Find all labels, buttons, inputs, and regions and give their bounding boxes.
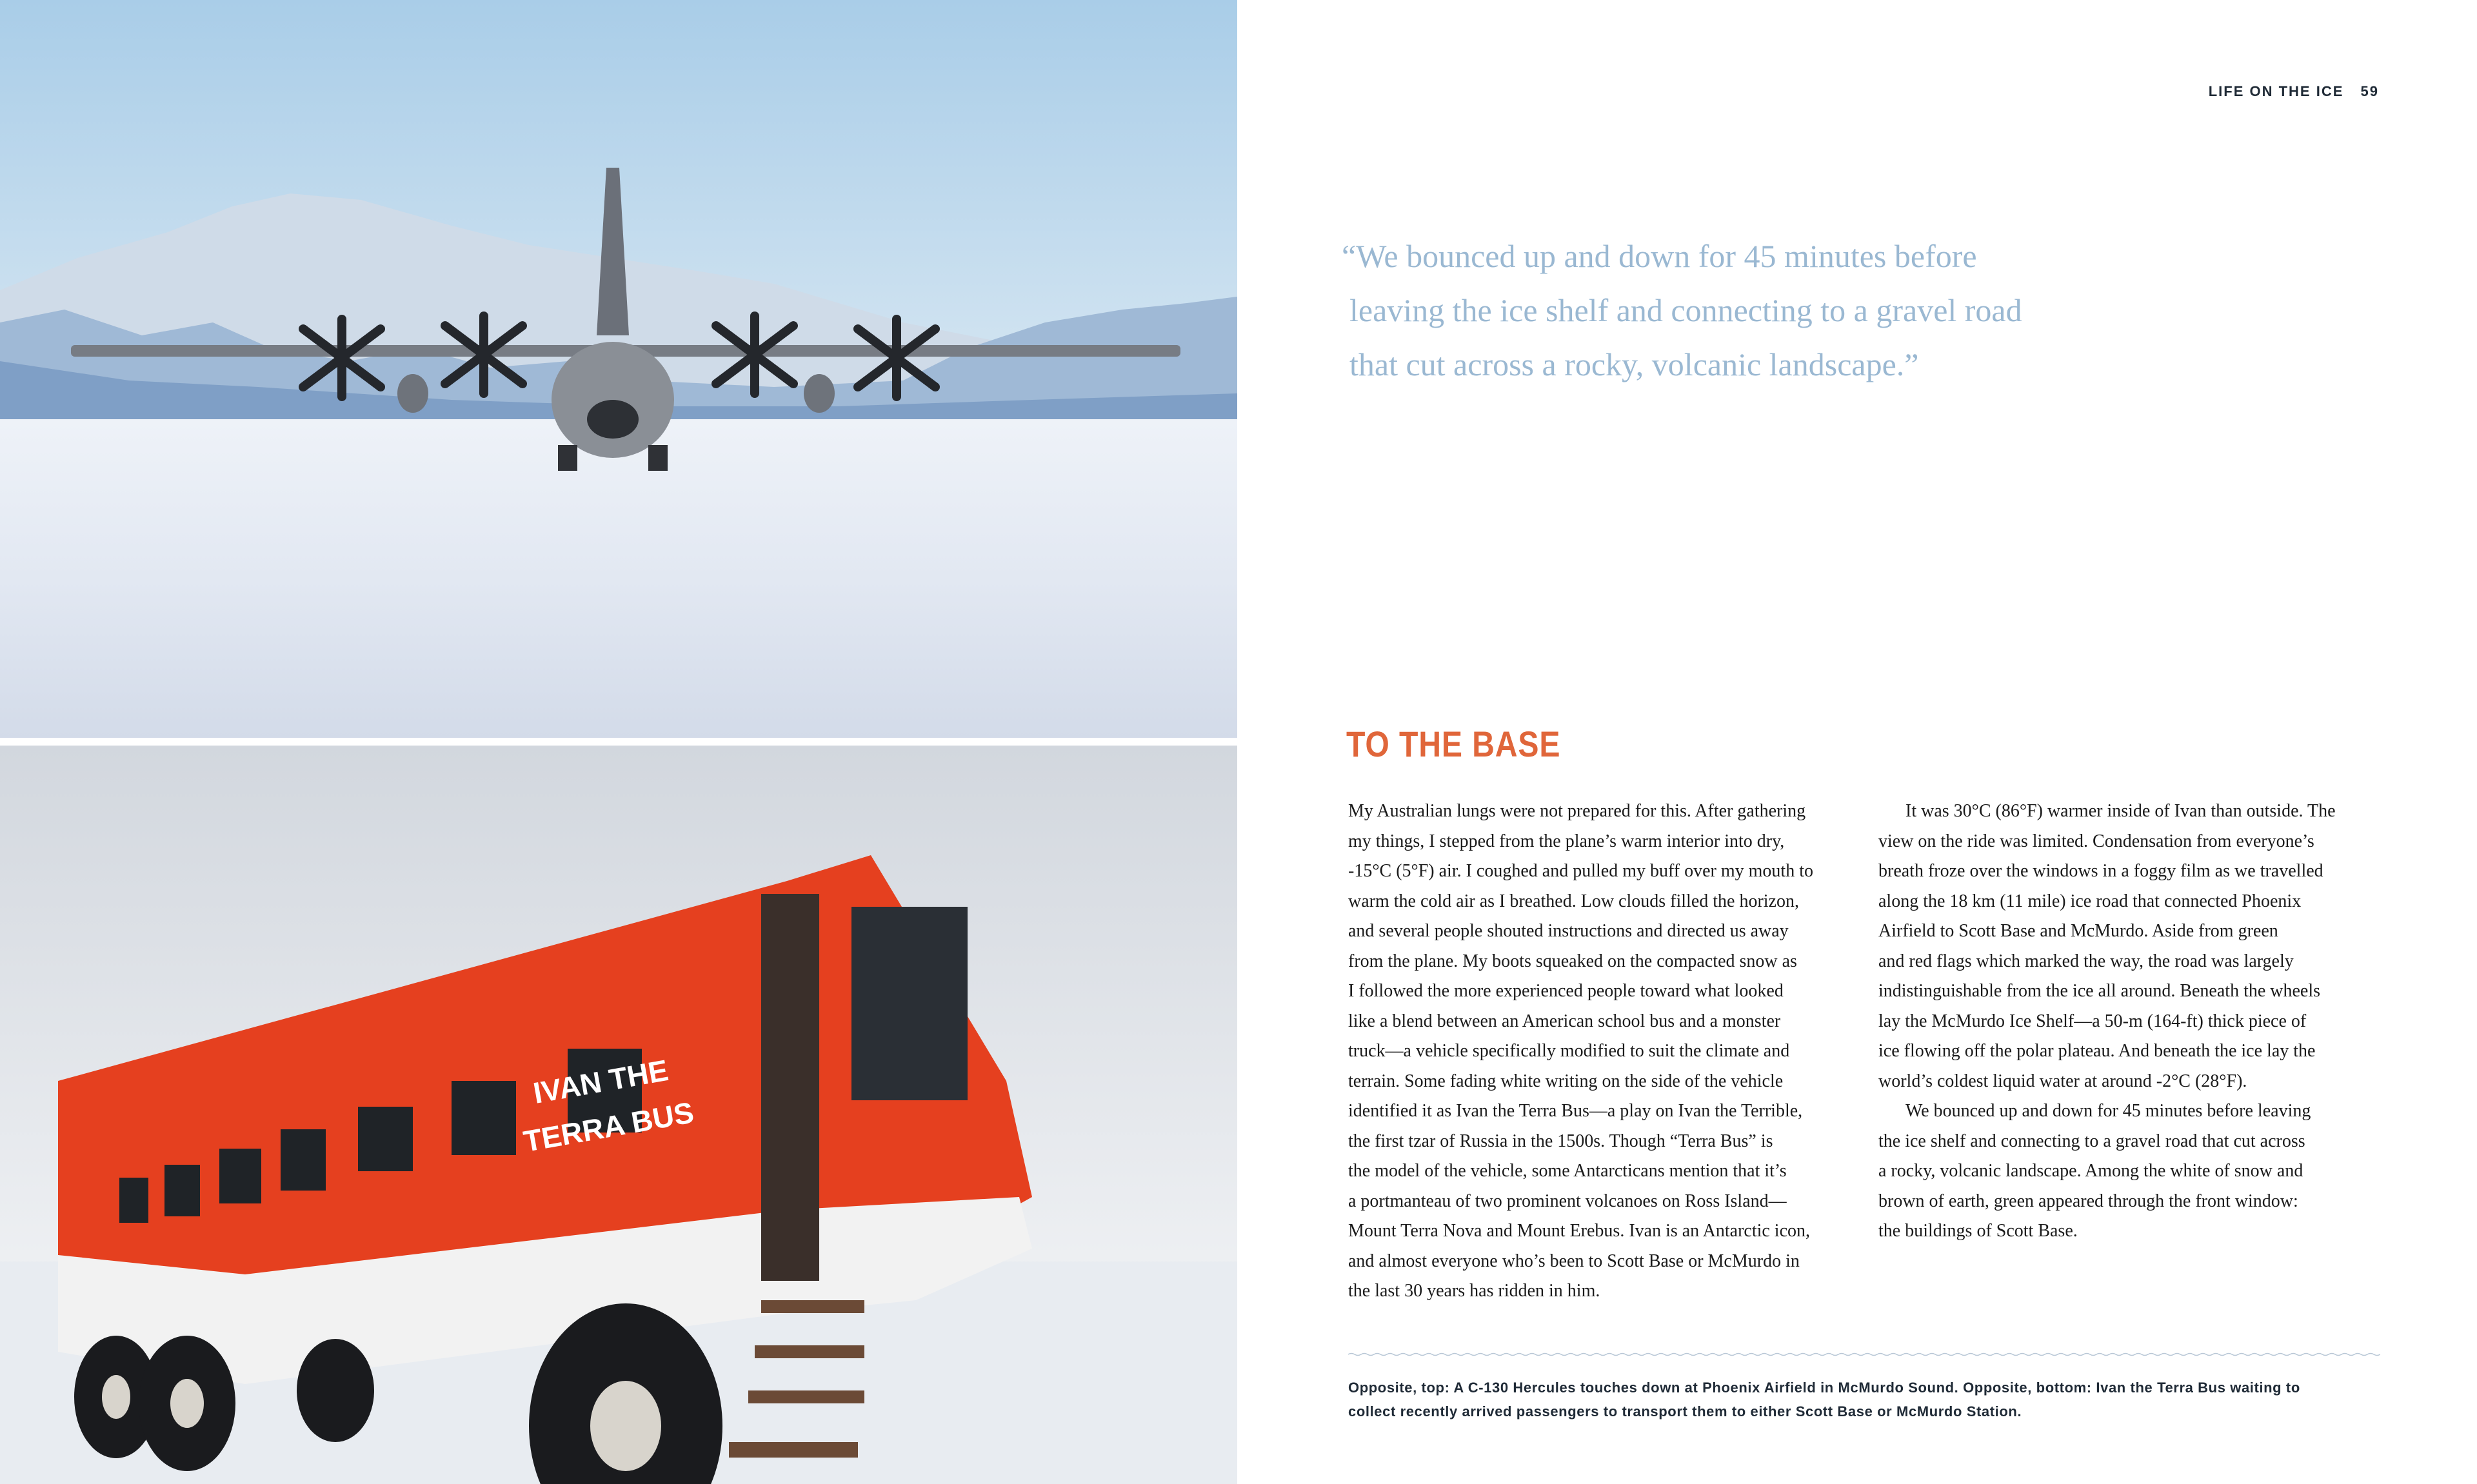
- pull-quote: [1342, 229, 2142, 391]
- body-line: like a blend between an American school bus and a monster: [1348, 1011, 1781, 1031]
- body-line: brown of earth, green appeared through the front window:: [1878, 1191, 2298, 1211]
- terra-bus-illustration: [0, 746, 1237, 1484]
- pull-quote-line: leaving the ice shelf and connecting to a gravel road: [1349, 292, 2022, 328]
- body-line: truck—a vehicle specifically modified to suit the climate and: [1348, 1041, 1790, 1061]
- body-line: We bounced up and down for 45 minutes before leaving: [1905, 1101, 2311, 1121]
- pull-quote-line: that cut across a rocky, volcanic landscape.”: [1349, 346, 1919, 382]
- body-line: the last 30 years has ridden in him.: [1348, 1281, 1600, 1301]
- body-line: view on the ride was limited. Condensation from everyone’s: [1878, 831, 2314, 851]
- body-column-left: [1348, 796, 1851, 1307]
- body-line: the ice shelf and connecting to a gravel road that cut across: [1878, 1131, 2305, 1151]
- body-line: a portmanteau of two prominent volcanoes on Ross Island—: [1348, 1191, 1787, 1211]
- body-line: my things, I stepped from the plane’s warm interior into dry,: [1348, 831, 1785, 851]
- running-head: [2209, 83, 2379, 100]
- body-line: indistinguishable from the ice all around. Beneath the wheels: [1878, 981, 2321, 1001]
- body-column-right: [1878, 796, 2382, 1247]
- page-number: 59: [2360, 83, 2379, 99]
- bus-lettering-line-1: IVAN THE: [530, 1053, 671, 1110]
- body-line: ice flowing off the polar plateau. And beneath the ice lay the: [1878, 1041, 2316, 1061]
- body-line: and almost everyone who’s been to Scott Base or McMurdo in: [1348, 1251, 1800, 1271]
- body-line: Mount Terra Nova and Mount Erebus. Ivan is an Antarctic icon,: [1348, 1221, 1811, 1241]
- body-line: lay the McMurdo Ice Shelf—a 50-m (164-ft) thick piece of: [1878, 1011, 2307, 1031]
- body-line: and several people shouted instructions and directed us away: [1348, 921, 1789, 941]
- body-line: Airfield to Scott Base and McMurdo. Aside from green: [1878, 921, 2278, 941]
- body-line: along the 18 km (11 mile) ice road that connected Phoenix: [1878, 891, 2302, 911]
- section-title: TO THE BASE: [1346, 724, 1561, 764]
- bus-lettering-line-2: TERRA BUS: [521, 1095, 697, 1158]
- body-line: and red flags which marked the way, the road was largely: [1878, 951, 2294, 971]
- body-line: -15°C (5°F) air. I coughed and pulled my buff over my mouth to: [1348, 861, 1813, 881]
- running-head-title: LIFE ON THE ICE: [2208, 83, 2344, 99]
- photo-caption: [1348, 1376, 2393, 1423]
- body-line: warm the cold air as I breathed. Low clouds filled the horizon,: [1348, 891, 1799, 911]
- body-line: identified it as Ivan the Terra Bus—a play on Ivan the Terrible,: [1348, 1101, 1803, 1121]
- body-line: the first tzar of Russia in the 1500s. Though “Terra Bus” is: [1348, 1131, 1773, 1151]
- body-line: the buildings of Scott Base.: [1878, 1221, 2078, 1241]
- body-line: world’s coldest liquid water at around -2°C (28°F).: [1878, 1071, 2247, 1091]
- aircraft-illustration: [0, 0, 1237, 738]
- gutter: [1237, 0, 1241, 1484]
- body-line: I followed the more experienced people toward what looked: [1348, 981, 1784, 1001]
- aircraft-photo: [0, 0, 1237, 738]
- body-line: the model of the vehicle, some Antarcticans mention that it’s: [1348, 1161, 1787, 1181]
- body-line: a rocky, volcanic landscape. Among the white of snow and: [1878, 1161, 2303, 1181]
- body-line: It was 30°C (86°F) warmer inside of Ivan than outside. The: [1905, 801, 2336, 821]
- terra-bus-photo: [0, 746, 1237, 1484]
- pull-quote-line: “We bounced up and down for 45 minutes before: [1342, 238, 1977, 274]
- caption-divider: [1348, 1352, 2380, 1356]
- body-line: My Australian lungs were not prepared for this. After gathering: [1348, 801, 1806, 821]
- body-line: terrain. Some fading white writing on the side of the vehicle: [1348, 1071, 1784, 1091]
- caption-line: collect recently arrived passengers to transport them to either Scott Base or McMurdo Station.: [1348, 1403, 2022, 1420]
- body-line: breath froze over the windows in a foggy film as we travelled: [1878, 861, 2323, 881]
- caption-line: Opposite, top: A C-130 Hercules touches down at Phoenix Airfield in McMurdo Sound. Opposite, bottom: Ivan the Terra Bus waiting to: [1348, 1380, 2300, 1396]
- body-line: from the plane. My boots squeaked on the compacted snow as: [1348, 951, 1797, 971]
